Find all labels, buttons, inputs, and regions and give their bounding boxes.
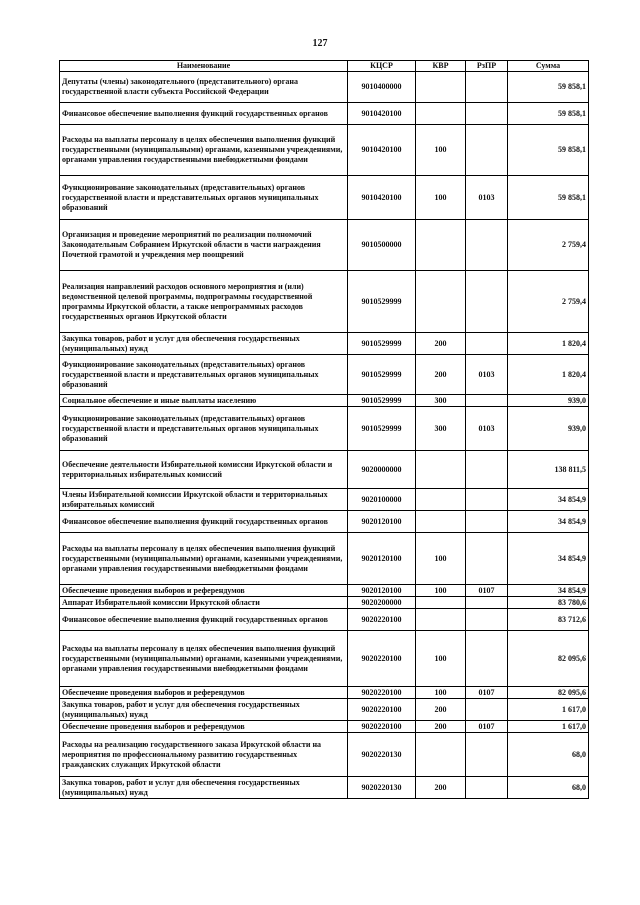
- row-rzpr: [466, 699, 508, 721]
- row-kvr: 300: [416, 395, 466, 407]
- row-code: 9020120100: [348, 511, 416, 533]
- row-kvr: 200: [416, 355, 466, 395]
- table-row: [60, 220, 589, 271]
- row-sum: 2 759,4: [508, 271, 589, 333]
- row-rzpr: 0107: [466, 721, 508, 733]
- row-sum: 59 858,1: [508, 125, 589, 176]
- row-name: Обеспечение проведения выборов и референдумов: [60, 585, 348, 597]
- row-rzpr: [466, 609, 508, 631]
- row-code: 9010529999: [348, 271, 416, 333]
- row-code: 9020220100: [348, 699, 416, 721]
- row-rzpr: [466, 597, 508, 609]
- row-rzpr: 0103: [466, 176, 508, 220]
- row-kvr: [416, 733, 466, 777]
- table-row: [60, 597, 589, 609]
- row-kvr: 200: [416, 333, 466, 355]
- row-code: 9020120100: [348, 533, 416, 585]
- row-sum: 34 854,9: [508, 489, 589, 511]
- row-sum: 59 858,1: [508, 72, 589, 103]
- row-name: Закупка товаров, работ и услуг для обеспечения государственных (муниципальных) нужд: [60, 333, 348, 355]
- row-sum: 1 820,4: [508, 355, 589, 395]
- table-row: [60, 533, 589, 585]
- table-row: [60, 333, 589, 355]
- row-name: Члены Избирательной комиссии Иркутской области и территориальных избирательных комиссий: [60, 489, 348, 511]
- row-kvr: [416, 72, 466, 103]
- row-kvr: 100: [416, 125, 466, 176]
- row-name: Расходы на реализацию государственного заказа Иркутской области на мероприятия по профессиональному развитию государственных гражданских служащих Иркутской области: [60, 733, 348, 777]
- table-row: [60, 176, 589, 220]
- row-sum: 83 780,6: [508, 597, 589, 609]
- row-code: 9010529999: [348, 333, 416, 355]
- row-code: 9020200000: [348, 597, 416, 609]
- row-rzpr: [466, 220, 508, 271]
- row-sum: 1 617,0: [508, 699, 589, 721]
- header-name: Наименование: [60, 61, 348, 72]
- table-row: [60, 721, 589, 733]
- table-row: [60, 609, 589, 631]
- row-rzpr: [466, 271, 508, 333]
- row-kvr: 100: [416, 687, 466, 699]
- row-sum: 82 095,6: [508, 687, 589, 699]
- row-name: Финансовое обеспечение выполнения функций государственных органов: [60, 609, 348, 631]
- row-kvr: 100: [416, 585, 466, 597]
- row-rzpr: [466, 511, 508, 533]
- row-sum: 138 811,5: [508, 451, 589, 489]
- row-kvr: [416, 271, 466, 333]
- row-code: 9020220100: [348, 631, 416, 687]
- row-sum: 1 820,4: [508, 333, 589, 355]
- table-row: [60, 271, 589, 333]
- table-row: [60, 407, 589, 451]
- row-rzpr: [466, 451, 508, 489]
- row-rzpr: [466, 777, 508, 799]
- row-code: 9020220100: [348, 721, 416, 733]
- row-code: 9010500000: [348, 220, 416, 271]
- row-rzpr: [466, 533, 508, 585]
- row-rzpr: [466, 125, 508, 176]
- row-kvr: 300: [416, 407, 466, 451]
- row-rzpr: [466, 395, 508, 407]
- row-sum: 2 759,4: [508, 220, 589, 271]
- row-sum: 939,0: [508, 407, 589, 451]
- table-row: [60, 355, 589, 395]
- table-row: [60, 125, 589, 176]
- row-name: Функционирование законодательных (представительных) органов государственной власти и представительных органов муниципальных образований: [60, 407, 348, 451]
- header-rzpr: РзПР: [466, 61, 508, 72]
- row-code: 9010529999: [348, 395, 416, 407]
- table-row: [60, 489, 589, 511]
- table-row: [60, 687, 589, 699]
- row-kvr: [416, 451, 466, 489]
- row-name: Организация и проведение мероприятий по реализации полномочий Законодательным Собранием Иркутской области в части награждения Почетной грамотой и учреждения мер поощрений: [60, 220, 348, 271]
- table-row: [60, 777, 589, 799]
- row-code: 9010420100: [348, 125, 416, 176]
- row-code: 9010529999: [348, 407, 416, 451]
- row-sum: 68,0: [508, 777, 589, 799]
- row-kvr: [416, 609, 466, 631]
- row-name: Расходы на выплаты персоналу в целях обеспечения выполнения функций государственными (муниципальными) органами, казенными учреждениями, органами управления государственными внебюджетными фондами: [60, 125, 348, 176]
- row-kvr: 200: [416, 699, 466, 721]
- row-kvr: 200: [416, 721, 466, 733]
- table-header-row: [60, 61, 589, 72]
- row-kvr: [416, 511, 466, 533]
- row-code: 9020100000: [348, 489, 416, 511]
- row-kvr: 100: [416, 176, 466, 220]
- row-sum: 82 095,6: [508, 631, 589, 687]
- row-name: Аппарат Избирательной комиссии Иркутской области: [60, 597, 348, 609]
- row-rzpr: [466, 733, 508, 777]
- row-name: Социальное обеспечение и иные выплаты населению: [60, 395, 348, 407]
- row-code: 9020120100: [348, 585, 416, 597]
- table-row: [60, 72, 589, 103]
- row-name: Депутаты (члены) законодательного (представительного) органа государственной власти субъекта Российской Федерации: [60, 72, 348, 103]
- row-kvr: 100: [416, 631, 466, 687]
- table-row: [60, 511, 589, 533]
- row-name: Расходы на выплаты персоналу в целях обеспечения выполнения функций государственными (муниципальными) органами, казенными учреждениями, органами управления государственными внебюджетными фондами: [60, 533, 348, 585]
- table-row: [60, 631, 589, 687]
- row-code: 9020220100: [348, 687, 416, 699]
- table-row: [60, 733, 589, 777]
- row-kvr: [416, 489, 466, 511]
- row-sum: 83 712,6: [508, 609, 589, 631]
- row-name: Функционирование законодательных (представительных) органов государственной власти и представительных органов муниципальных образований: [60, 176, 348, 220]
- table-body: [60, 72, 589, 799]
- row-sum: 1 617,0: [508, 721, 589, 733]
- header-kvr: КВР: [416, 61, 466, 72]
- row-rzpr: 0107: [466, 585, 508, 597]
- row-name: Функционирование законодательных (представительных) органов государственной власти и представительных органов муниципальных образований: [60, 355, 348, 395]
- row-rzpr: [466, 631, 508, 687]
- row-kvr: [416, 220, 466, 271]
- row-code: 9020220130: [348, 733, 416, 777]
- row-rzpr: 0107: [466, 687, 508, 699]
- page-number: 127: [312, 38, 328, 49]
- row-name: Обеспечение деятельности Избирательной комиссии Иркутской области и территориальных избирательных комиссий: [60, 451, 348, 489]
- row-code: 9020220130: [348, 777, 416, 799]
- row-code: 9010400000: [348, 72, 416, 103]
- row-sum: 34 854,9: [508, 511, 589, 533]
- row-name: Расходы на выплаты персоналу в целях обеспечения выполнения функций государственными (муниципальными) органами, казенными учреждениями, органами управления государственными внебюджетными фондами: [60, 631, 348, 687]
- row-sum: 34 854,9: [508, 533, 589, 585]
- row-kvr: 200: [416, 777, 466, 799]
- header-code: КЦСР: [348, 61, 416, 72]
- row-sum: 939,0: [508, 395, 589, 407]
- row-sum: 59 858,1: [508, 176, 589, 220]
- row-rzpr: 0103: [466, 407, 508, 451]
- row-rzpr: 0103: [466, 355, 508, 395]
- row-code: 9010529999: [348, 355, 416, 395]
- table-row: [60, 699, 589, 721]
- row-code: 9020000000: [348, 451, 416, 489]
- row-rzpr: [466, 72, 508, 103]
- row-name: Финансовое обеспечение выполнения функций государственных органов: [60, 103, 348, 125]
- row-name: Закупка товаров, работ и услуг для обеспечения государственных (муниципальных) нужд: [60, 777, 348, 799]
- row-name: Закупка товаров, работ и услуг для обеспечения государственных (муниципальных) нужд: [60, 699, 348, 721]
- table-row: [60, 585, 589, 597]
- row-name: Обеспечение проведения выборов и референдумов: [60, 721, 348, 733]
- table-row: [60, 395, 589, 407]
- row-name: Обеспечение проведения выборов и референдумов: [60, 687, 348, 699]
- row-sum: 68,0: [508, 733, 589, 777]
- table-row: [60, 103, 589, 125]
- row-name: Реализация направлений расходов основного мероприятия и (или) ведомственной целевой программы, подпрограммы государственной программы Иркутской области, а также непрограммных расходов государственных органов Иркутской области: [60, 271, 348, 333]
- row-rzpr: [466, 333, 508, 355]
- row-sum: 59 858,1: [508, 103, 589, 125]
- row-kvr: [416, 597, 466, 609]
- row-code: 9010420100: [348, 103, 416, 125]
- row-code: 9010420100: [348, 176, 416, 220]
- row-kvr: 100: [416, 533, 466, 585]
- row-rzpr: [466, 103, 508, 125]
- row-code: 9020220100: [348, 609, 416, 631]
- row-kvr: [416, 103, 466, 125]
- header-sum: Сумма: [508, 61, 589, 72]
- row-name: Финансовое обеспечение выполнения функций государственных органов: [60, 511, 348, 533]
- table-row: [60, 451, 589, 489]
- budget-table: [59, 60, 589, 799]
- row-rzpr: [466, 489, 508, 511]
- row-sum: 34 854,9: [508, 585, 589, 597]
